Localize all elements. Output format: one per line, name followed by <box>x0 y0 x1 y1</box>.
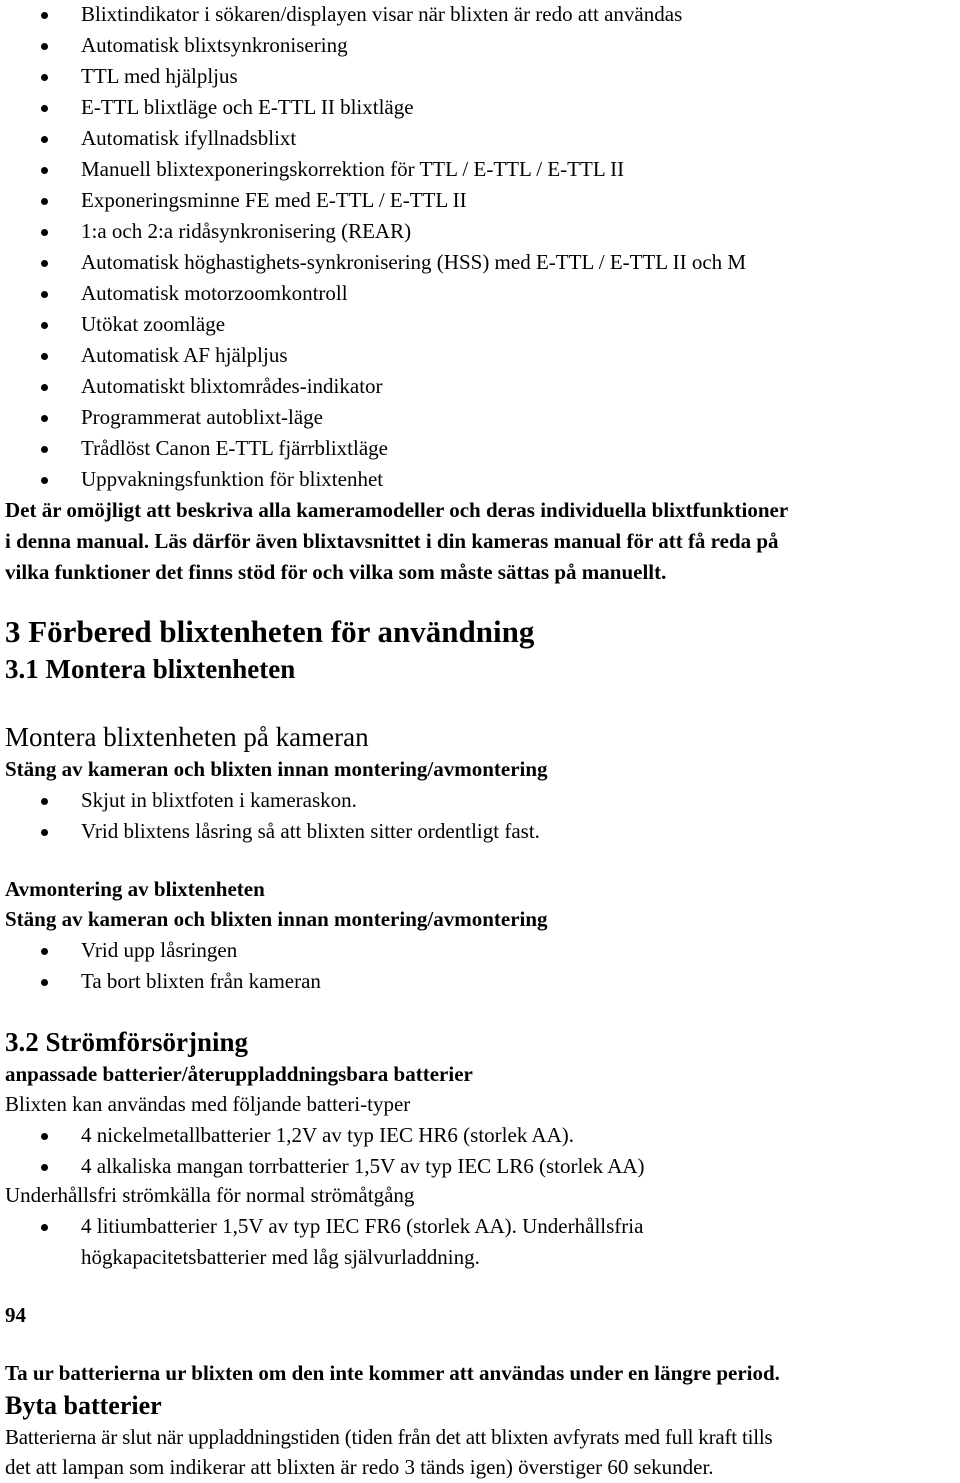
bullet-icon <box>41 1164 48 1171</box>
list-item: Skjut in blixtfoten i kameraskon. <box>0 785 960 816</box>
bullet-icon <box>41 198 48 205</box>
bullet-icon <box>41 1133 48 1140</box>
compatibility-note: Det är omöjligt att beskriva alla kameramodeller och deras individuella blixtfunktioner i denna manual. Läs därför även blixtavsnittet i din kameras manual för att få reda på vilka funktioner det finns stöd för och vilka som måste sättas på manuellt. <box>5 498 789 584</box>
replace-batteries-line2: det att lampan som indikerar att blixten är redo 3 tänds igen) överstiger 60 sekunder. <box>5 1455 714 1479</box>
feature-list <box>0 0 960 495</box>
list-item: Utökat zoomläge <box>0 309 960 340</box>
list-item: 4 alkaliska mangan torrbatterier 1,5V av typ IEC LR6 (storlek AA) <box>0 1151 960 1182</box>
mount-warning: Stäng av kameran och blixten innan montering/avmontering <box>5 757 548 781</box>
lithium-battery-list <box>0 1211 960 1273</box>
mount-steps <box>0 785 960 847</box>
maintenance-free-label: Underhållsfri strömkälla för normal strömåtgång <box>5 1183 415 1207</box>
unmount-steps <box>0 935 960 997</box>
battery-intro: Blixten kan användas med följande batteri-typer <box>5 1092 411 1116</box>
list-item: 4 nickelmetallbatterier 1,2V av typ IEC HR6 (storlek AA). <box>0 1120 960 1151</box>
section-title: 3 Förbered blixtenheten för användning <box>5 614 535 649</box>
subsection-title-power: 3.2 Strömförsörjning <box>5 1027 248 1057</box>
list-item: Programmerat autoblixt-läge <box>0 402 960 433</box>
list-item: Automatiskt blixtområdes-indikator <box>0 371 960 402</box>
page-number: 94 <box>5 1303 26 1327</box>
remove-batteries-note: Ta ur batterierna ur blixten om den inte kommer att användas under en längre period. <box>5 1361 780 1385</box>
unmount-heading: Avmontering av blixtenheten <box>5 877 265 901</box>
battery-subheading: anpassade batterier/återuppladdningsbara batterier <box>5 1062 473 1086</box>
unmount-warning: Stäng av kameran och blixten innan montering/avmontering <box>5 907 548 931</box>
list-item: Blixtindikator i sökaren/displayen visar när blixten är redo att användas <box>0 0 960 30</box>
list-item: Manuell blixtexponeringskorrektion för TTL / E-TTL / E-TTL II <box>0 154 960 185</box>
bullet-icon <box>41 136 48 143</box>
list-item: 4 litiumbatterier 1,5V av typ IEC FR6 (storlek AA). Underhållsfria <box>0 1211 960 1242</box>
bullet-icon <box>41 322 48 329</box>
bullet-icon <box>41 384 48 391</box>
subsection-title: 3.1 Montera blixtenheten <box>5 654 296 684</box>
list-item: Ta bort blixten från kameran <box>0 966 960 997</box>
bullet-icon <box>41 798 48 805</box>
list-item: Automatisk höghastighets-synkronisering (HSS) med E-TTL / E-TTL II och M <box>0 247 960 278</box>
bullet-icon <box>41 43 48 50</box>
list-item: Automatisk ifyllnadsblixt <box>0 123 960 154</box>
bullet-icon <box>41 353 48 360</box>
list-item: Automatisk AF hjälpljus <box>0 340 960 371</box>
mount-heading: Montera blixtenheten på kameran <box>5 722 369 752</box>
list-item: E-TTL blixtläge och E-TTL II blixtläge <box>0 92 960 123</box>
bullet-icon <box>41 446 48 453</box>
list-item: Exponeringsminne FE med E-TTL / E-TTL II <box>0 185 960 216</box>
replace-batteries-line1: Batterierna är slut när uppladdningstiden (tiden från det att blixten avfyrats med full kraft tills <box>5 1425 773 1449</box>
list-item: TTL med hjälpljus <box>0 61 960 92</box>
bullet-icon <box>41 12 48 19</box>
replace-batteries-heading: Byta batterier <box>5 1391 162 1420</box>
bullet-icon <box>41 948 48 955</box>
bullet-icon <box>41 74 48 81</box>
bullet-icon <box>41 979 48 986</box>
list-item: Automatisk blixtsynkronisering <box>0 30 960 61</box>
list-item: Trådlöst Canon E-TTL fjärrblixtläge <box>0 433 960 464</box>
list-item-continuation: högkapacitetsbatterier med låg självurladdning. <box>81 1245 480 1269</box>
list-item: 1:a och 2:a ridåsynkronisering (REAR) <box>0 216 960 247</box>
bullet-icon <box>41 415 48 422</box>
bullet-icon <box>41 1224 48 1231</box>
bullet-icon <box>41 291 48 298</box>
bullet-icon <box>41 260 48 267</box>
bullet-icon <box>41 105 48 112</box>
bullet-icon <box>41 167 48 174</box>
battery-list <box>0 1120 960 1182</box>
list-item: Uppvakningsfunktion för blixtenhet <box>0 464 960 495</box>
bullet-icon <box>41 229 48 236</box>
bullet-icon <box>41 829 48 836</box>
list-item: Vrid upp låsringen <box>0 935 960 966</box>
bullet-icon <box>41 477 48 484</box>
list-item: Vrid blixtens låsring så att blixten sitter ordentligt fast. <box>0 816 960 847</box>
list-item: Automatisk motorzoomkontroll <box>0 278 960 309</box>
